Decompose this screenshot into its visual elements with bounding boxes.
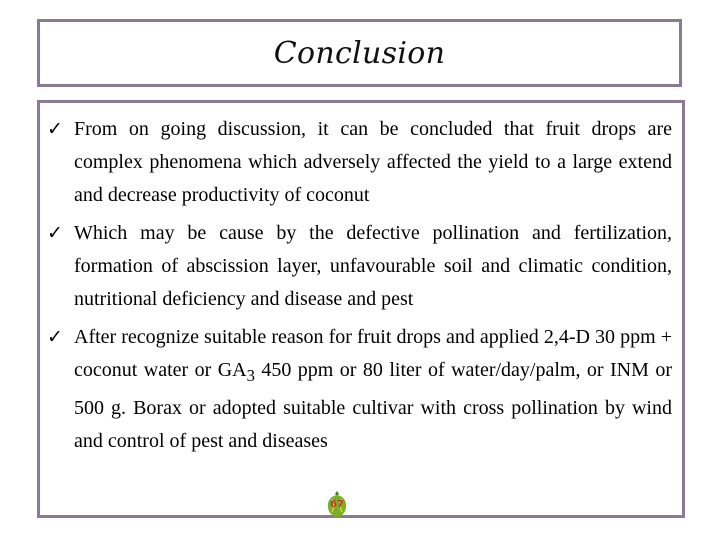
subscript: 3 bbox=[246, 366, 255, 385]
bullet-item bbox=[40, 321, 682, 458]
bullet-text: From on going discussion, it can be concluded that fruit drops are complex phenomena which adversely affected the yield to a large extend and decrease productivity of coconut bbox=[74, 118, 672, 206]
bullet-list bbox=[40, 113, 682, 463]
bullet-text-part: After recognize suitable reason for fruit drops and applied 2,4-D 30 ppm + coconut water or GA bbox=[74, 326, 672, 381]
bullet-item bbox=[40, 217, 682, 316]
content-box bbox=[37, 100, 685, 518]
slide-title: Conclusion bbox=[273, 35, 446, 71]
page-number: 67 bbox=[330, 499, 344, 510]
bullet-text-part: 450 ppm or 80 liter of water/day/palm, or INM or 500 g. Borax or adopted suitable cultivar with cross pollination by wind and control of pest and diseases bbox=[74, 359, 672, 452]
checkmark-icon: ✓ bbox=[47, 326, 63, 348]
bullet-text bbox=[74, 326, 672, 452]
checkmark-icon: ✓ bbox=[47, 222, 63, 244]
title-box bbox=[37, 19, 682, 87]
bullet-text: Which may be cause by the defective pollination and fertilization, formation of abscission layer, unfavourable soil and climatic condition, nutritional deficiency and disease and pest bbox=[74, 222, 672, 310]
page-number-badge bbox=[326, 490, 348, 518]
bullet-item bbox=[40, 113, 682, 212]
checkmark-icon: ✓ bbox=[47, 118, 63, 140]
